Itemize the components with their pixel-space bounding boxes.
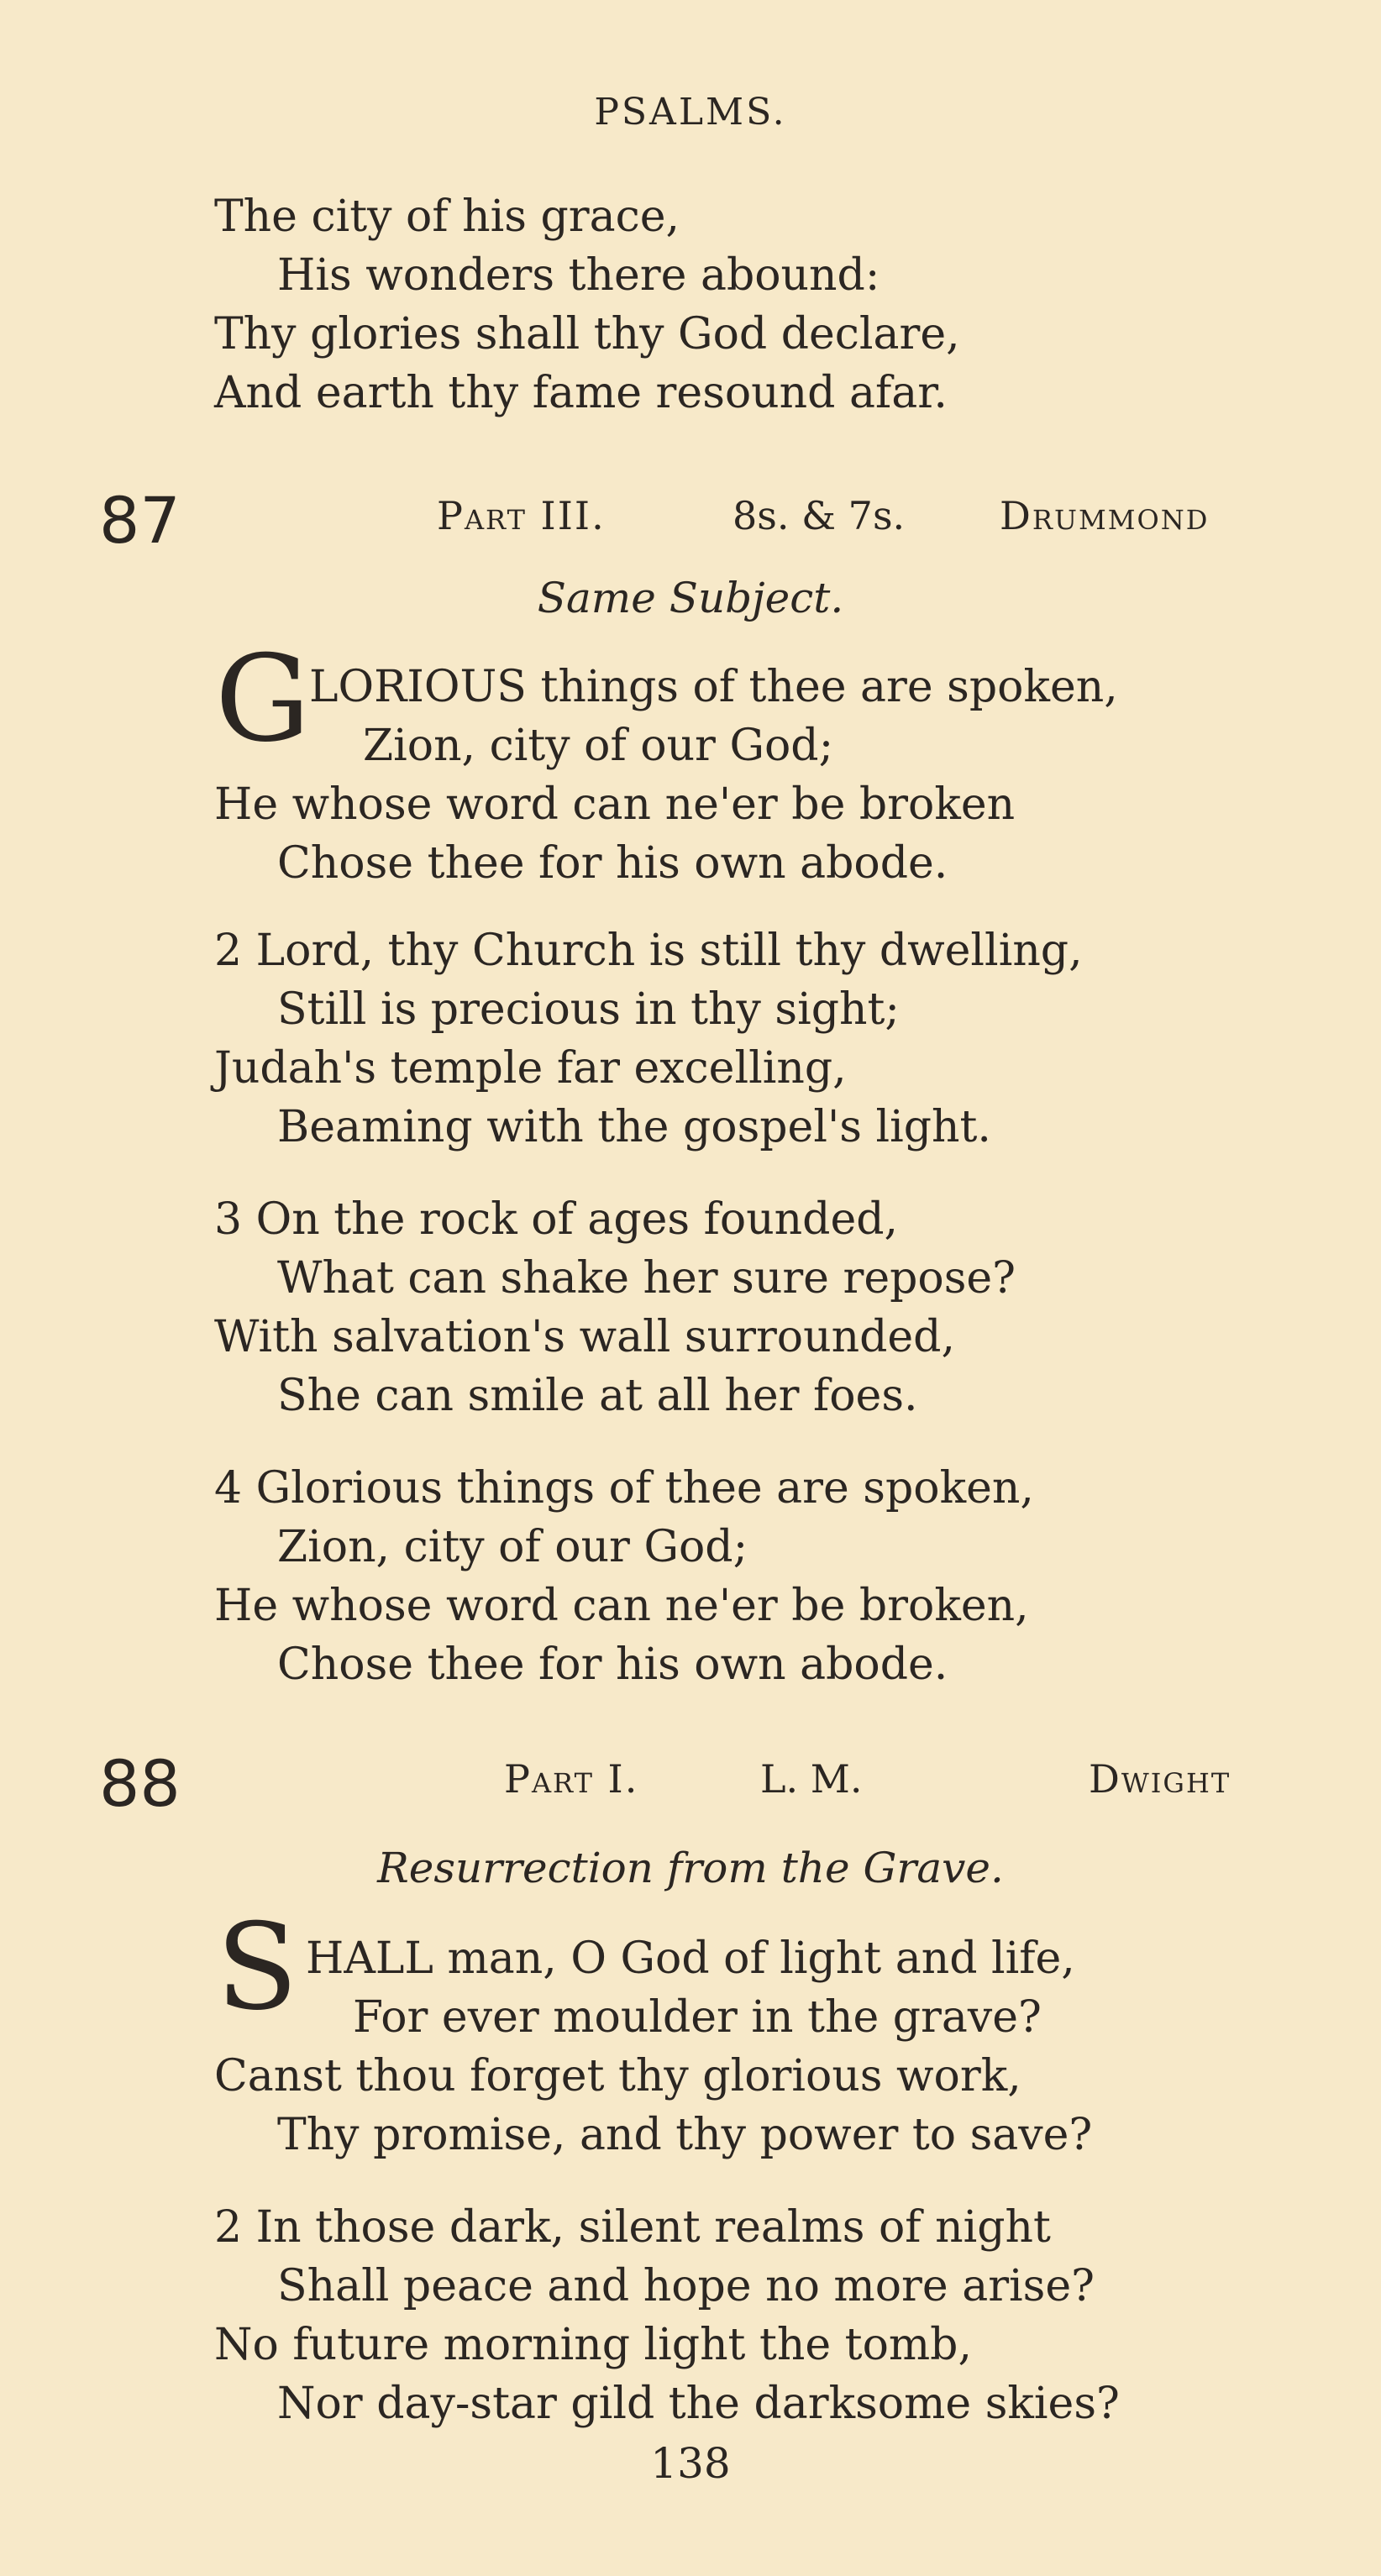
hymn-number: 88 bbox=[99, 1746, 181, 1821]
verse-line: No future morning light the tomb, bbox=[214, 2320, 973, 2370]
verse-line: Zion, city of our God; bbox=[363, 721, 834, 771]
hymn-tune: Drummond bbox=[1000, 493, 1210, 538]
continuation-line: And earth thy fame resound afar. bbox=[214, 368, 948, 418]
verse-line: HALL man, O God of light and life, bbox=[306, 1933, 1075, 1984]
page-number: 138 bbox=[650, 2439, 731, 2488]
verse-line: Chose thee for his own abode. bbox=[277, 838, 948, 889]
verse-line: Still is precious in thy sight; bbox=[277, 984, 900, 1035]
drop-cap: S bbox=[216, 1898, 298, 2037]
hymn-subtitle: Same Subject. bbox=[537, 574, 844, 622]
verse-line: Thy promise, and thy power to save? bbox=[277, 2110, 1093, 2160]
verse-line: He whose word can ne'er be broken bbox=[214, 779, 1016, 830]
verse-line: Judah's temple far excelling, bbox=[214, 1043, 847, 1094]
verse-line: LORIOUS things of thee are spoken, bbox=[309, 662, 1118, 712]
verse-line: She can smile at all her foes. bbox=[277, 1371, 918, 1421]
verse-line: Zion, city of our God; bbox=[277, 1522, 748, 1572]
verse-line: Shall peace and hope no more arise? bbox=[277, 2261, 1095, 2311]
verse-line: What can shake her sure repose? bbox=[277, 1253, 1016, 1304]
hymn-tune: Dwight bbox=[1089, 1756, 1231, 1802]
verse-line: Beaming with the gospel's light. bbox=[277, 1102, 991, 1152]
continuation-line: The city of his grace, bbox=[214, 191, 680, 242]
verse-line: Chose thee for his own abode. bbox=[277, 1640, 948, 1690]
verse-line: 3 On the rock of ages founded, bbox=[214, 1194, 899, 1245]
verse-line: 4 Glorious things of thee are spoken, bbox=[214, 1463, 1034, 1514]
hymn-meter: 8s. & 7s. bbox=[733, 493, 906, 538]
hymn-part: Part III. bbox=[437, 493, 606, 538]
verse-line: Canst thou forget thy glorious work, bbox=[214, 2051, 1021, 2101]
continuation-line: His wonders there abound: bbox=[277, 250, 880, 301]
verse-line: For ever moulder in the grave? bbox=[353, 1992, 1042, 2043]
verse-line: 2 Lord, thy Church is still thy dwelling, bbox=[214, 926, 1083, 976]
running-head: PSALMS. bbox=[594, 91, 787, 134]
verse-line: Nor day-star gild the darksome skies? bbox=[277, 2379, 1120, 2429]
verse-line: He whose word can ne'er be broken, bbox=[214, 1581, 1029, 1631]
hymn-subtitle: Resurrection from the Grave. bbox=[377, 1844, 1004, 1892]
hymn-part: Part I. bbox=[504, 1756, 639, 1802]
verse-line: With salvation's wall surrounded, bbox=[214, 1312, 955, 1362]
verse-line: 2 In those dark, silent realms of night bbox=[214, 2202, 1051, 2253]
drop-cap: G bbox=[215, 630, 311, 769]
hymn-number: 87 bbox=[99, 483, 181, 558]
hymn-meter: L. M. bbox=[760, 1756, 863, 1802]
continuation-line: Thy glories shall thy God declare, bbox=[214, 309, 960, 359]
